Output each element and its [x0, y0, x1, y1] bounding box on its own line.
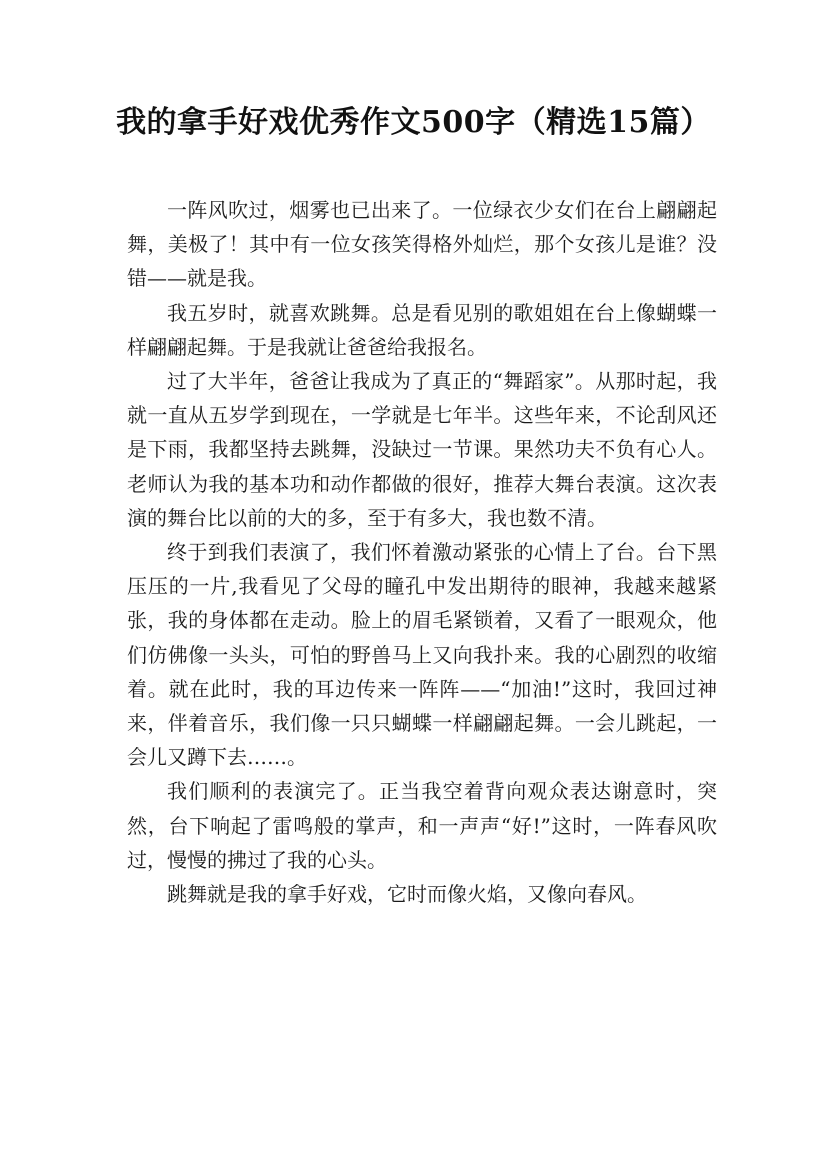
document-title: 我的拿手好戏优秀作文500字（精选15篇） — [116, 105, 711, 140]
paragraph-1: 一阵风吹过，烟雾也已出来了。一位绿衣少女们在台上翩翩起舞，美极了！其中有一位女孩笑得格外灿烂，那个女孩儿是谁？没错——就是我。 — [127, 198, 717, 291]
document-body — [127, 193, 717, 911]
paragraph-4: 终于到我们表演了，我们怀着激动紧张的心情上了台。台下黑压压的一片,我看见了父母的瞳孔中发出期待的眼神，我越来越紧张，我的身体都在走动。脸上的眉毛紧锁着，又看了一眼观众，他们仿佛像一头头，可怕的野兽马上又向我扑来。我的心剧烈的收缩着。就在此时，我的耳边传来一阵阵——“加油!”这时，我回过神来，伴着音乐，我们像一只只蝴蝶一样翩翩起舞。一会儿跳起，一会儿又蹲下去……。 — [127, 540, 717, 770]
paragraph-2: 我五岁时，就喜欢跳舞。总是看见别的歌姐姐在台上像蝴蝶一样翩翩起舞。于是我就让爸爸给我报名。 — [127, 300, 717, 359]
paragraph-3: 过了大半年，爸爸让我成为了真正的“舞蹈家”。从那时起，我就一直从五岁学到现在，一学就是七年半。这些年来，不论刮风还是下雨，我都坚持去跳舞，没缺过一节课。果然功夫不负有心人。老师认为我的基本功和动作都做的很好，推荐大舞台表演。这次表演的舞台比以前的大的多，至于有多大，我也数不清。 — [127, 369, 717, 530]
paragraph-6: 跳舞就是我的拿手好戏，它时而像火焰，又像向春风。 — [167, 882, 647, 907]
paragraph-5: 我们顺利的表演完了。正当我空着背向观众表达谢意时，突然，台下响起了雷鸣般的掌声，和一声声“好!”这时，一阵春风吹过，慢慢的拂过了我的心头。 — [127, 779, 717, 872]
